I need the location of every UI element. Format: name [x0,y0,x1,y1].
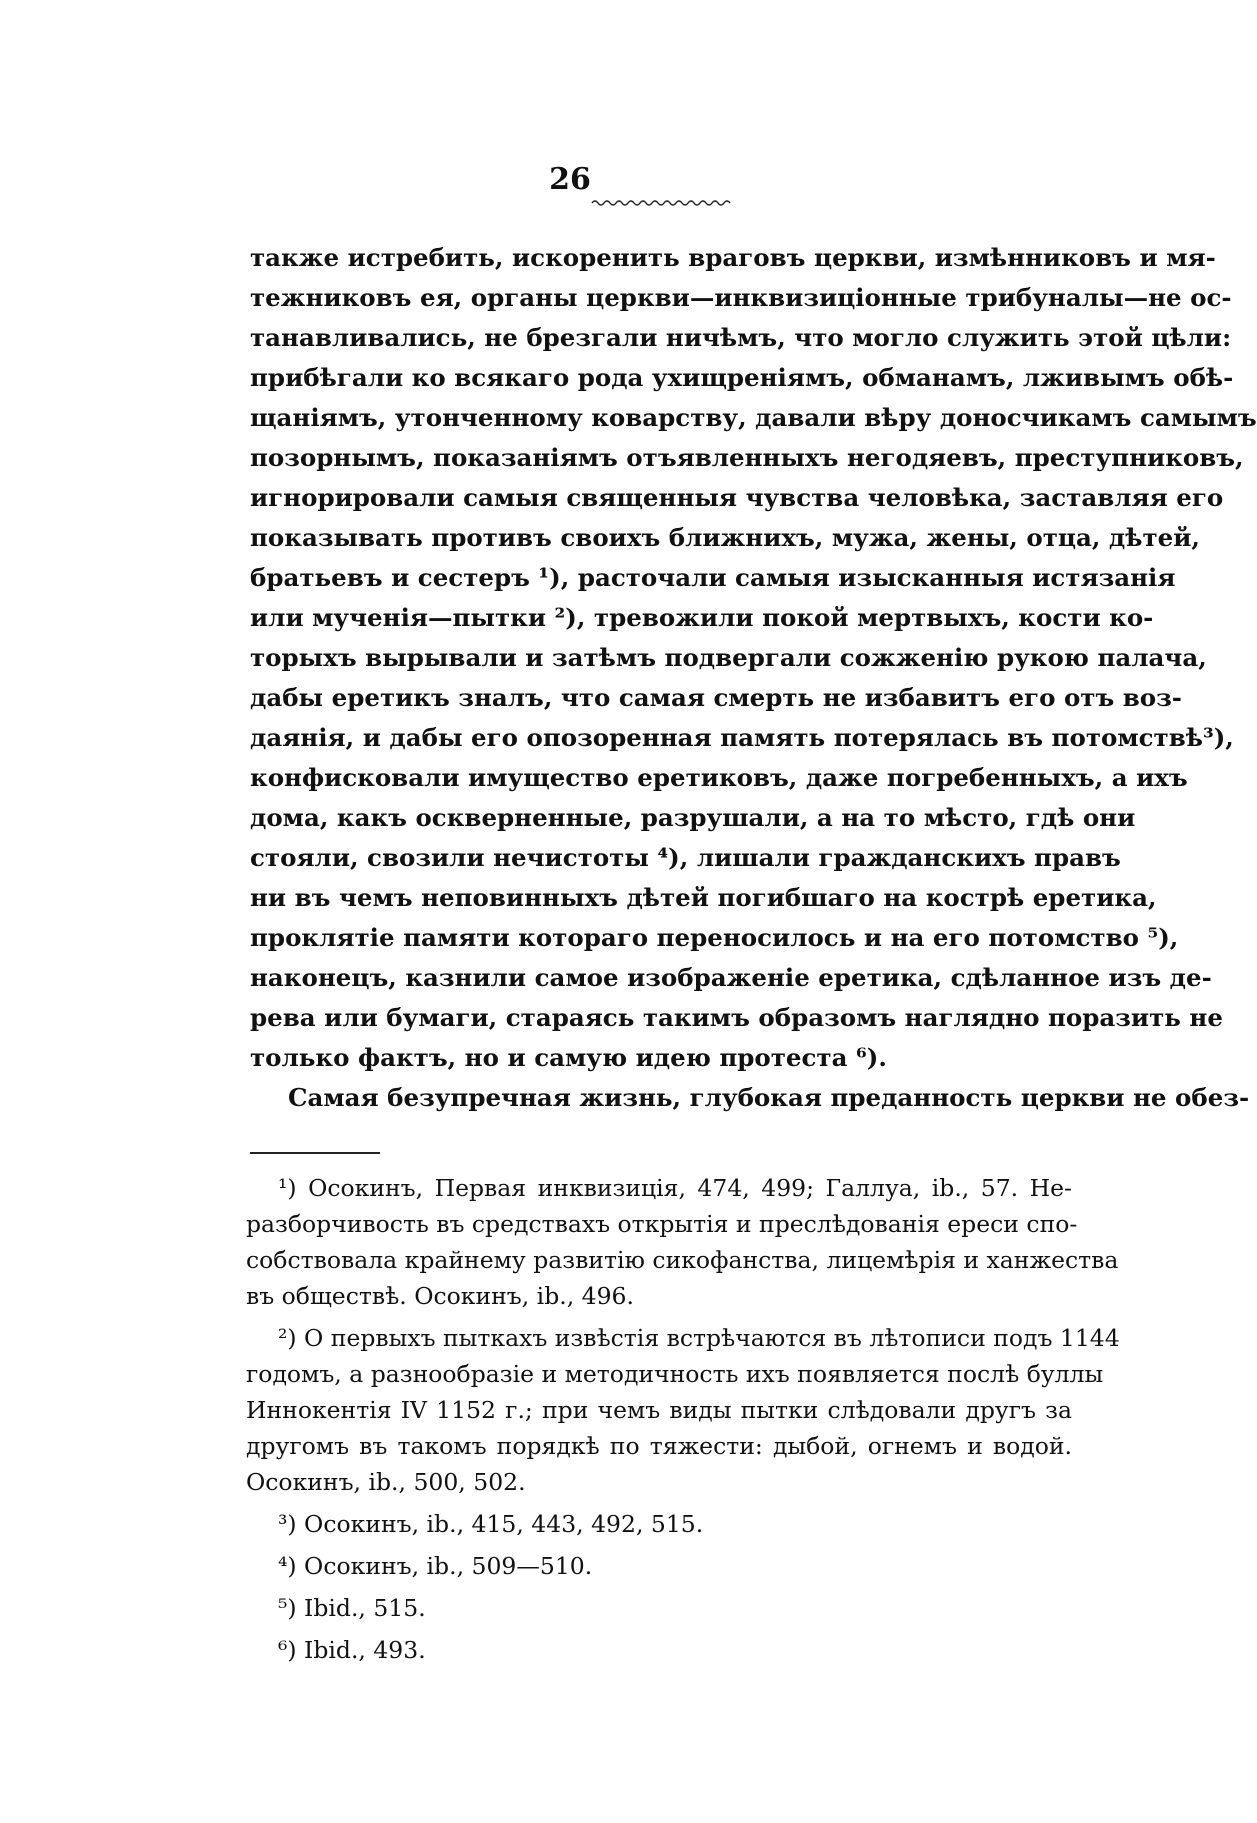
main-text-line: позорнымъ, показаніямъ отъявленныхъ негодяевъ, преступниковъ, [250,443,1244,472]
footnote-line: ²) О первыхъ пыткахъ извѣстія встрѣчаются въ лѣтописи подъ 1144 [278,1324,1120,1352]
main-text-line: дабы еретикъ зналъ, что самая смерть не избавитъ его отъ воз- [250,683,1182,712]
footnote-line: ⁵) Ibid., 515. [278,1594,426,1622]
main-text-block [250,238,1257,1118]
main-text-line: стояли, свозили нечистоты ⁴), лишали гражданскихъ правъ [250,843,1121,872]
footnote-line: въ обществѣ. Осокинъ, ib., 496. [246,1282,634,1310]
main-text-line: конфисковали имущество еретиковъ, даже погребенныхъ, а ихъ [250,763,1188,792]
main-text-line: торыхъ вырывали и затѣмъ подвергали сожженію рукою палача, [250,643,1207,672]
main-text-line: также истребить, искоренить враговъ церкви, измѣнниковъ и мя- [250,243,1216,272]
main-text-line: тежниковъ ея, органы церкви—инквизиціонные трибуналы—не ос- [250,283,1232,312]
main-text-line: братьевъ и сестеръ ¹), расточали самыя изысканныя истязанія [250,563,1176,592]
footnote-line: ⁴) Осокинъ, ib., 509—510. [278,1552,593,1580]
footnote-line: ¹) Осокинъ, Первая инквизиція, 474, 499; Галлуа, ib., 57. Не- [278,1174,1072,1202]
page-number: 26 [549,162,591,197]
footnote-line: годомъ, а разнообразіе и методичность ихъ появляется послѣ буллы [246,1360,1104,1388]
main-text-line: рева или бумаги, стараясь такимъ образомъ наглядно поразить не [250,1003,1223,1032]
footnotes-block [246,1170,1120,1668]
main-text-line: показывать противъ своихъ ближнихъ, мужа, жены, отца, дѣтей, [250,523,1200,552]
main-text-line: щаніямъ, утонченному коварству, давали вѣру доносчикамъ самымъ [250,403,1257,432]
footnote-separator [250,1152,380,1154]
main-text-line: игнорировали самыя священныя чувства человѣка, заставляя его [250,483,1224,512]
main-text-line: или мученія—пытки ²), тревожили покой мертвыхъ, кости ко- [250,603,1154,632]
footnote-line: другомъ въ такомъ порядкѣ по тяжести: дыбой, огнемъ и водой. [246,1432,1072,1460]
footnote-line: Осокинъ, ib., 500, 502. [246,1468,526,1496]
main-text-line: танавливались, не брезгали ничѣмъ, что могло служить этой цѣли: [250,323,1232,352]
paragraph-start-line: Самая безупречная жизнь, глубокая преданность церкви не обез- [288,1083,1250,1112]
footnote-line: разборчивость въ средствахъ открытія и преслѣдованія ереси спо- [246,1210,1078,1238]
main-text-line: даянія, и дабы его опозоренная память потерялась въ потомствѣ³), [250,723,1234,752]
footnote-line: ⁶) Ibid., 493. [278,1636,426,1664]
main-text-line: только фактъ, но и самую идею протеста ⁶). [250,1043,887,1072]
footnote-line: собствовала крайнему развитію сикофанства, лицемѣрія и ханжества [246,1246,1119,1274]
main-text-line: дома, какъ оскверненные, разрушали, а на то мѣсто, гдѣ они [250,803,1136,832]
footnote-line: Иннокентія IV 1152 г.; при чемъ виды пытки слѣдовали другъ за [246,1396,1072,1424]
main-text-line: ни въ чемъ неповинныхъ дѣтей погибшаго на кострѣ еретика, [250,883,1157,912]
main-text-line: наконецъ, казнили самое изображеніе еретика, сдѣланное изъ де- [250,963,1212,992]
decorative-wavy-rule [592,198,730,208]
main-text-line: проклятіе памяти котораго переносилось и на его потомство ⁵), [250,923,1179,952]
footnote-line: ³) Осокинъ, ib., 415, 443, 492, 515. [278,1510,704,1538]
main-text-line: прибѣгали ко всякаго рода ухищреніямъ, обманамъ, лживымъ обѣ- [250,363,1234,392]
